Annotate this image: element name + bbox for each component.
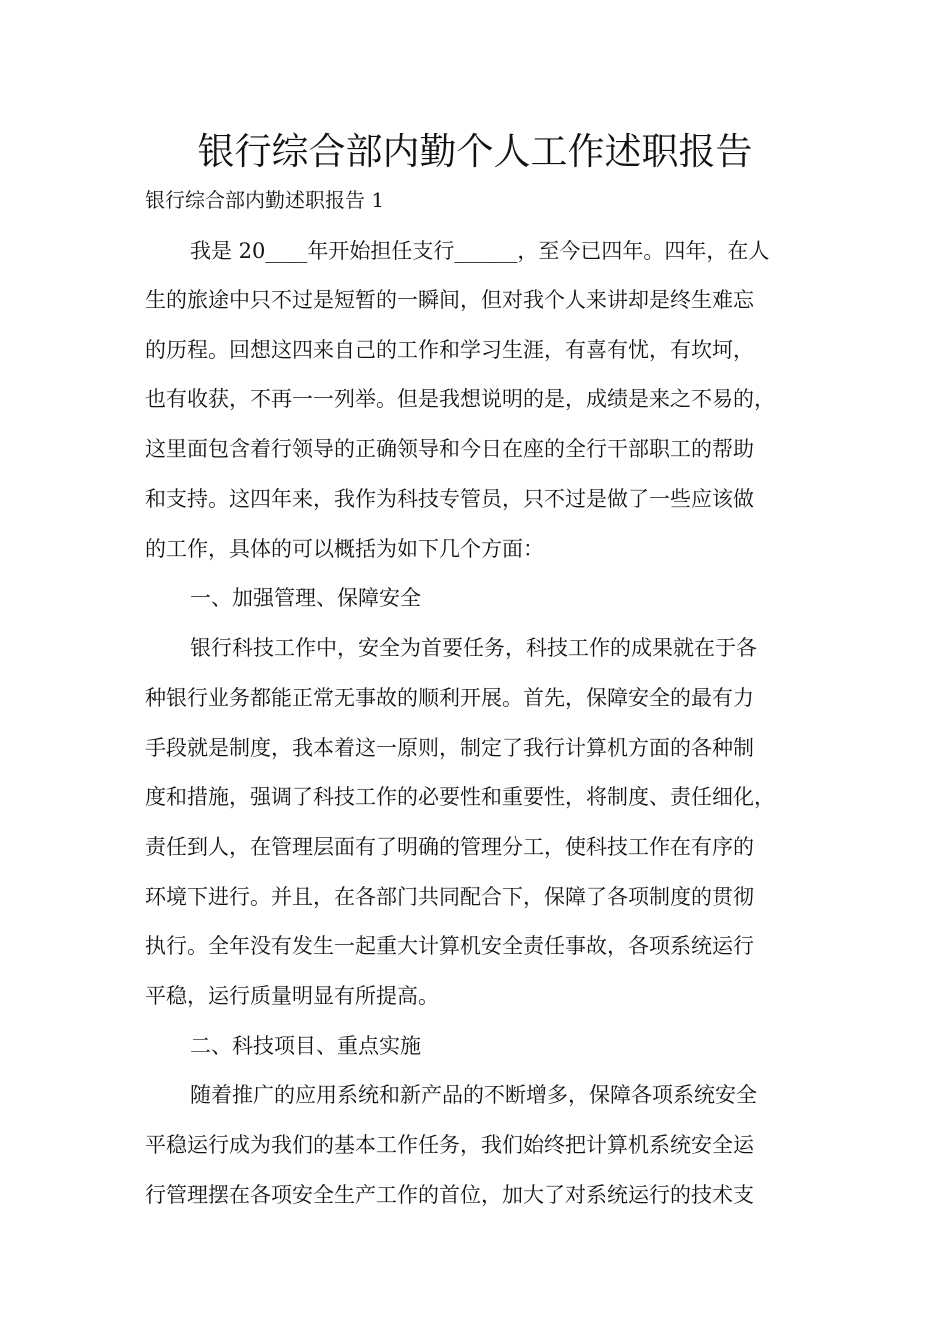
- paragraph-line: 手段就是制度，我本着这一原则，制定了我行计算机方面的各种制: [145, 736, 754, 760]
- paragraph-line: 和支持。这四年来，我作为科技专管员，只不过是做了一些应该做: [145, 487, 754, 511]
- paragraph-line: 平稳运行成为我们的基本工作任务，我们始终把计算机系统安全运: [145, 1133, 754, 1157]
- document-subtitle: 银行综合部内勤述职报告 1: [145, 188, 385, 212]
- paragraph-line: 这里面包含着行领导的正确领导和今日在座的全行干部职工的帮助: [145, 437, 754, 461]
- paragraph-line: 生的旅途中只不过是短暂的一瞬间，但对我个人来讲却是终生难忘: [145, 288, 754, 312]
- paragraph-line: 度和措施，强调了科技工作的必要性和重要性，将制度、责任细化，: [145, 785, 775, 809]
- paragraph-line: 环境下进行。并且，在各部门共同配合下，保障了各项制度的贯彻: [145, 885, 754, 909]
- paragraph-line: 责任到人，在管理层面有了明确的管理分工，使科技工作在有序的: [145, 835, 754, 859]
- paragraph-line: 随着推广的应用系统和新产品的不断增多，保障各项系统安全: [190, 1083, 757, 1107]
- paragraph-line: 行管理摆在各项安全生产工作的首位，加大了对系统运行的技术支: [145, 1183, 754, 1207]
- paragraph-line: 银行科技工作中，安全为首要任务，科技工作的成果就在于各: [190, 636, 757, 660]
- paragraph-line: 也有收获，不再一一列举。但是我想说明的是，成绩是来之不易的，: [145, 387, 775, 411]
- section-heading: 二、科技项目、重点实施: [190, 1034, 421, 1058]
- paragraph-line: 执行。全年没有发生一起重大计算机安全责任事故，各项系统运行: [145, 934, 754, 958]
- section-heading: 一、加强管理、保障安全: [190, 586, 421, 610]
- document-title: 银行综合部内勤个人工作述职报告: [197, 130, 753, 173]
- paragraph-line: 种银行业务都能正常无事故的顺利开展。首先，保障安全的最有力: [145, 686, 754, 710]
- paragraph-line: 我是 20____年开始担任支行______，至今已四年。四年，在人: [190, 239, 770, 263]
- paragraph-line: 的历程。回想这四来自己的工作和学习生涯，有喜有忧，有坎坷，: [145, 338, 754, 362]
- paragraph-line: 的工作，具体的可以概括为如下几个方面：: [145, 537, 544, 561]
- paragraph-line: 平稳，运行质量明显有所提高。: [145, 984, 439, 1008]
